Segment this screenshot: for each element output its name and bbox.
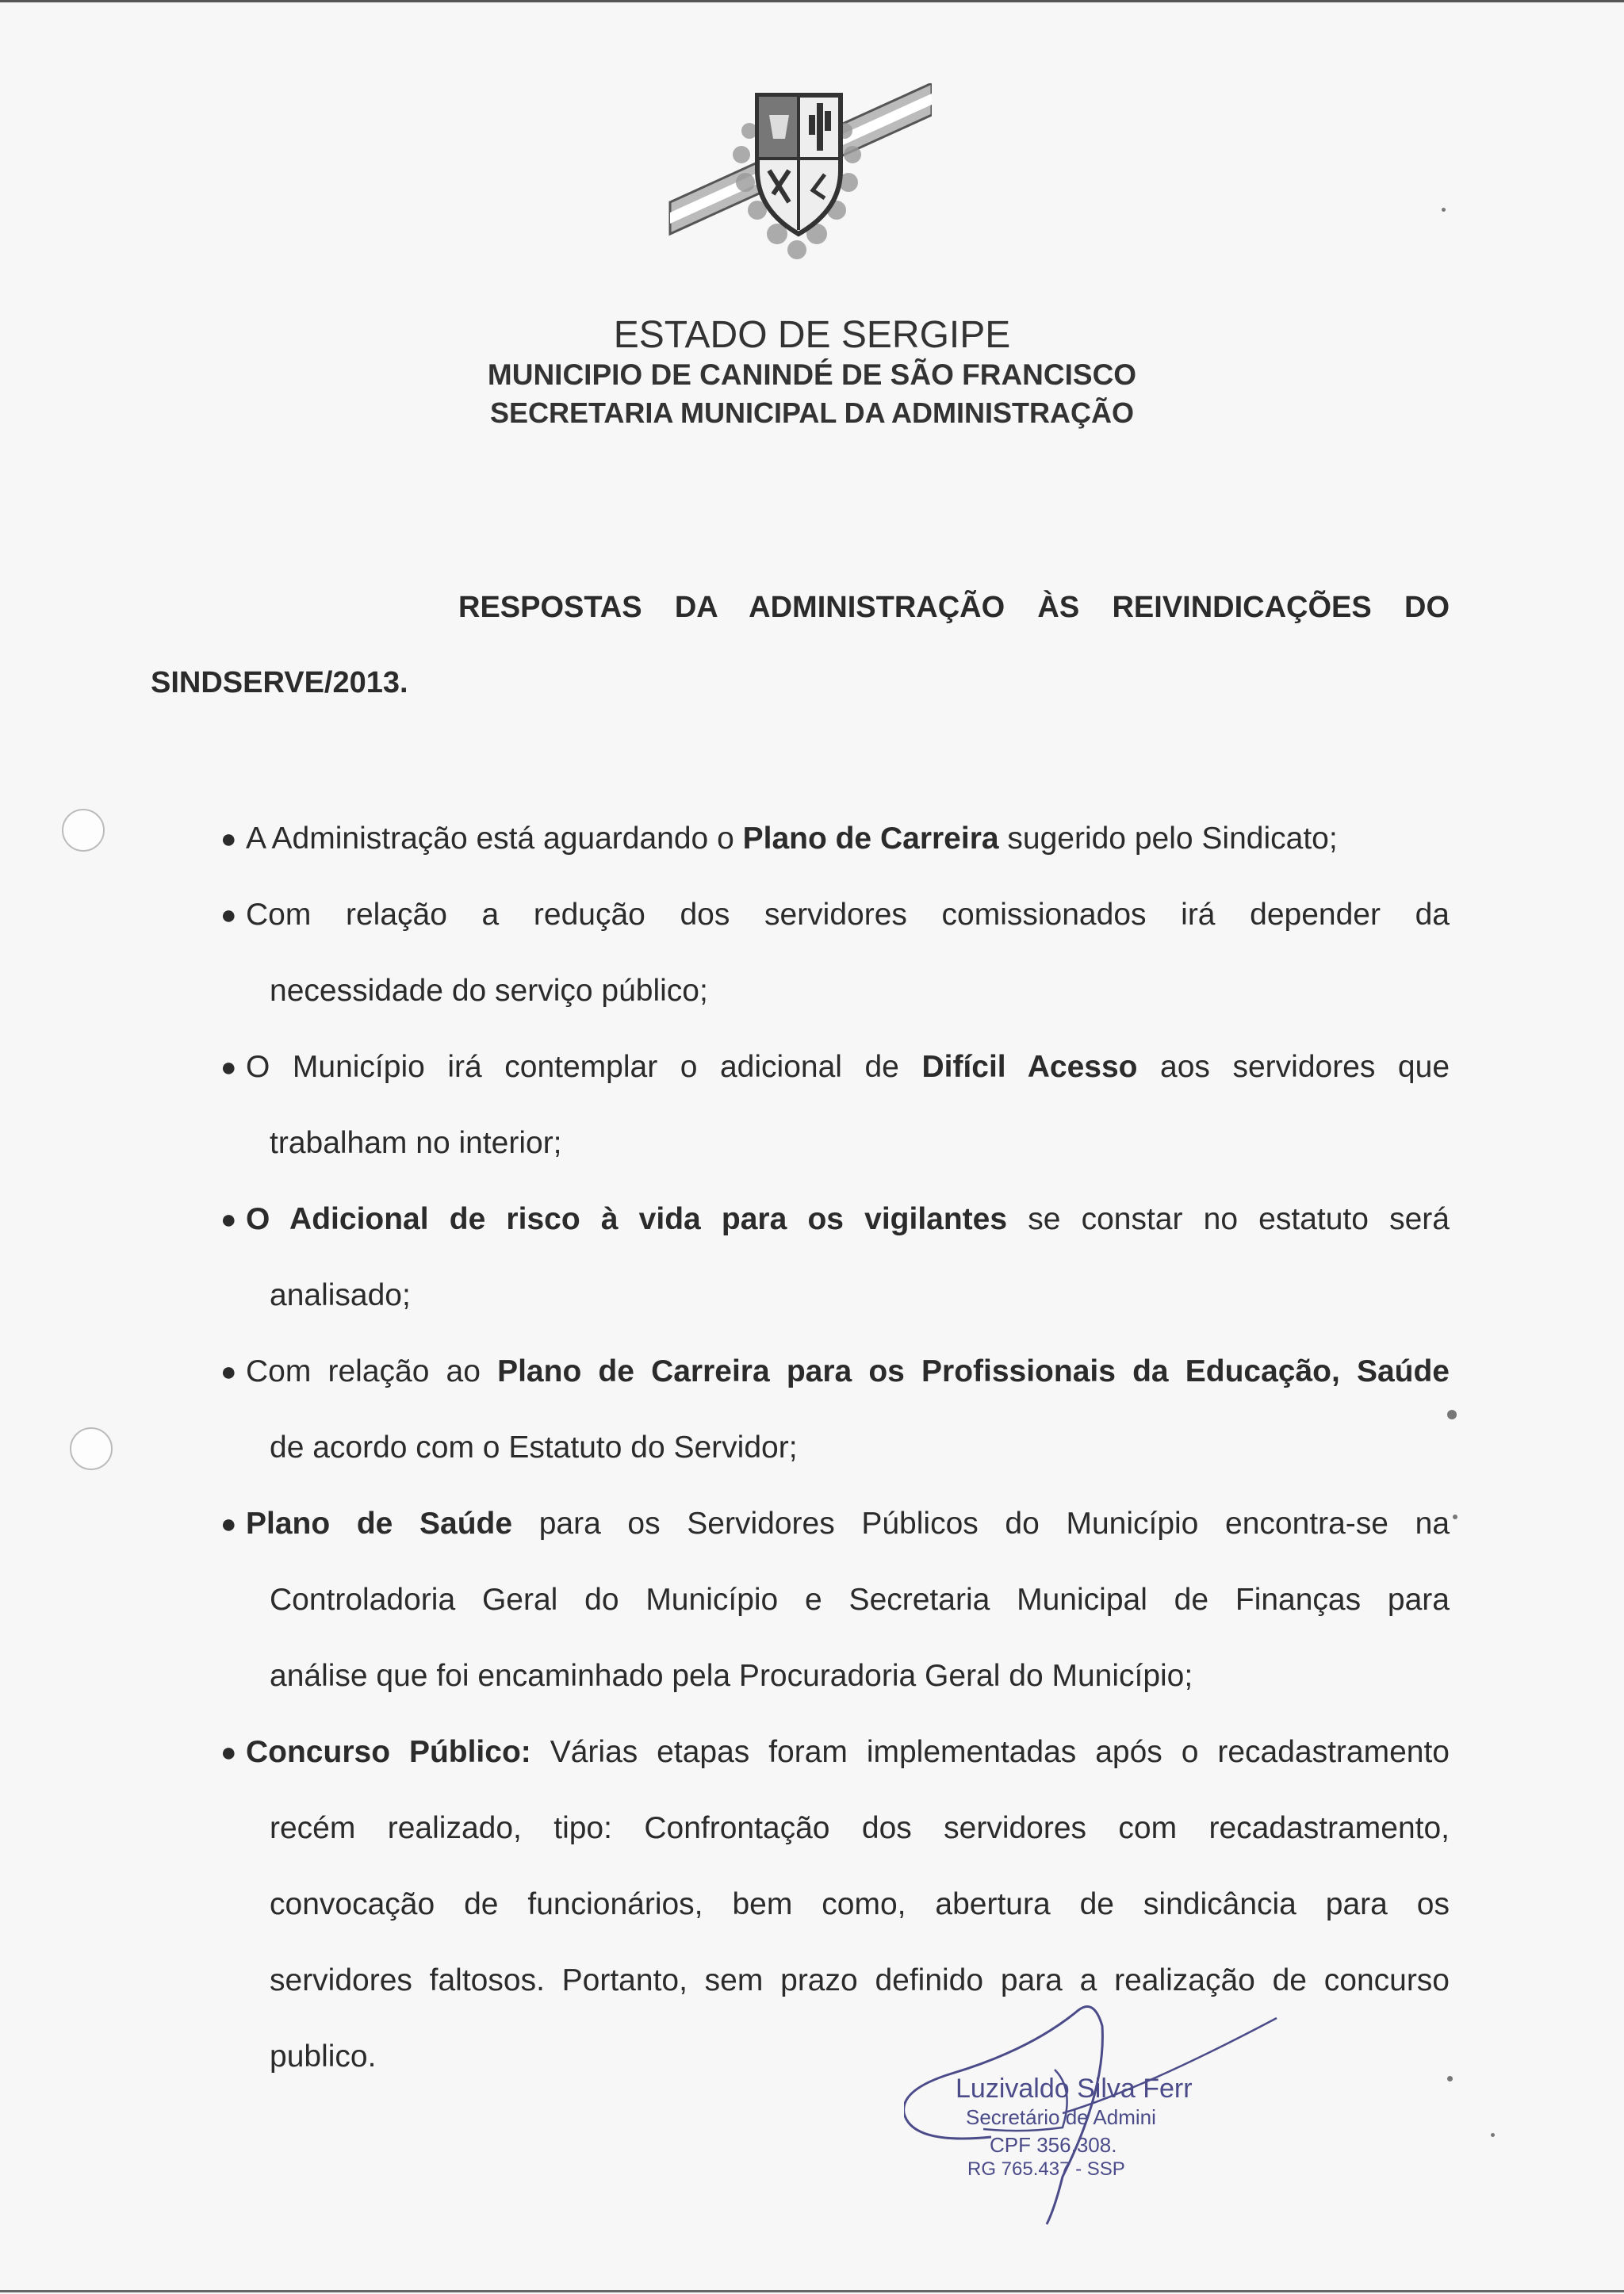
list-item-continuation: publico.	[270, 2039, 377, 2074]
list-item	[220, 1181, 1450, 1334]
list-item-text: Com relação ao Plano de Carreira para os Profissionais da Educação, Saúde	[246, 1354, 1450, 1388]
list-item-continuation: Controladoria Geral do Município e Secretaria Municipal de Finanças para	[270, 1583, 1450, 1617]
state-heading: ESTADO DE SERGIPE	[613, 314, 1011, 356]
list-item	[220, 1486, 1450, 1714]
stamp-name: Luzivaldo Silva Ferr	[956, 2074, 1193, 2104]
scan-speck	[1442, 208, 1446, 212]
bullet-icon: ●	[220, 1204, 237, 1235]
scan-speck	[1447, 1410, 1457, 1419]
list-item	[220, 801, 1450, 877]
punch-hole-bottom	[70, 1427, 113, 1470]
scan-top-border	[0, 0, 1624, 2]
bullet-icon: ●	[220, 1052, 237, 1082]
stamp-cpf: CPF 356.308.	[990, 2133, 1117, 2157]
list-item	[220, 877, 1450, 1029]
list-item-text: Com relação a redução dos servidores comissionados irá depender da	[246, 898, 1450, 932]
document-title-line-2: SINDSERVE/2013.	[151, 666, 408, 699]
list-item-text: Plano de Saúde para os Servidores Públicos do Município encontra-se na	[246, 1507, 1450, 1541]
list-item-continuation: servidores faltosos. Portanto, sem prazo definido para a realização de concurso	[270, 1963, 1450, 1997]
municipal-crest-logo	[662, 83, 932, 270]
stamp-role: Secretário de Admini	[966, 2105, 1156, 2129]
scan-speck	[1447, 2076, 1453, 2081]
list-item-continuation: recém realizado, tipo: Confrontação dos servidores com recadastramento,	[270, 1811, 1450, 1845]
scan-speck	[1491, 2133, 1495, 2137]
list-item-text: O Adicional de risco à vida para os vigilantes se constar no estatuto será	[246, 1202, 1450, 1236]
scan-speck	[1453, 1515, 1457, 1519]
bullet-icon: ●	[220, 900, 237, 930]
bullet-icon: ●	[220, 1357, 237, 1387]
list-item-text: Concurso Público: Várias etapas foram implementadas após o recadastramento	[246, 1735, 1450, 1769]
secretariat-heading: SECRETARIA MUNICIPAL DA ADMINISTRAÇÃO	[490, 396, 1134, 429]
punch-hole-top	[62, 809, 105, 852]
list-item-text: A Administração está aguardando o Plano de Carreira sugerido pelo Sindicato;	[246, 821, 1338, 856]
list-item-continuation: convocação de funcionários, bem como, abertura de sindicância para os	[270, 1887, 1450, 1921]
bullet-icon: ●	[220, 1509, 237, 1539]
stamp-rg: RG 765.437 - SSP	[967, 2158, 1125, 2180]
list-item-continuation: de acordo com o Estatuto do Servidor;	[270, 1430, 798, 1465]
list-item-continuation: analisado;	[270, 1278, 411, 1312]
list-item-continuation: necessidade do serviço público;	[270, 974, 708, 1008]
list-item	[220, 1029, 1450, 1181]
bullet-icon: ●	[220, 824, 237, 854]
bullet-icon: ●	[220, 1737, 237, 1767]
scan-bottom-border	[0, 2290, 1624, 2292]
municipality-heading: MUNICIPIO DE CANINDÉ DE SÃO FRANCISCO	[487, 358, 1137, 391]
list-item-continuation: análise que foi encaminhado pela Procuradoria Geral do Município;	[270, 1659, 1193, 1693]
list-item	[220, 1334, 1450, 1486]
list-item-text: O Município irá contemplar o adicional de Difícil Acesso aos servidores que	[246, 1050, 1450, 1084]
list-item-continuation: trabalham no interior;	[270, 1126, 562, 1160]
document-title-line-1: RESPOSTAS DA ADMINISTRAÇÃO ÀS REIVINDICAÇÕES DO	[458, 591, 1450, 624]
